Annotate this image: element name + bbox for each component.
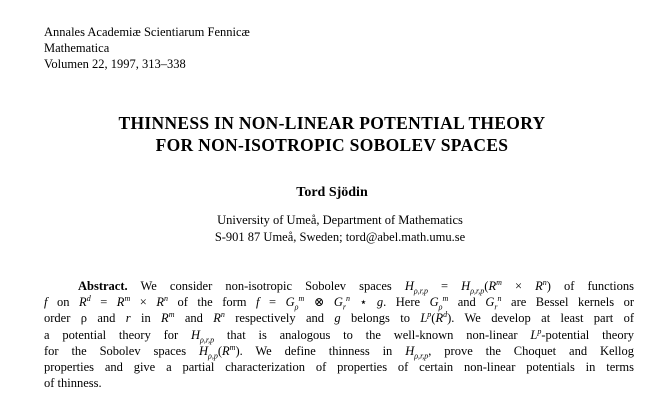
journal-name: Annales Academiæ Scientiarum Fennicæ bbox=[44, 25, 250, 39]
author-name: Tord Sjödin bbox=[296, 185, 368, 200]
abstract-line-6: properties and give a partial characterization of properties of certain non-linear potentials in terms bbox=[44, 360, 634, 375]
title-line-1: THINNESS IN NON-LINEAR POTENTIAL THEORY bbox=[118, 113, 546, 133]
author-address: S-901 87 Umeå, Sweden; tord@abel.math.umu.se bbox=[214, 230, 466, 244]
journal-header bbox=[44, 24, 250, 72]
abstract-line-7: of thinness. bbox=[44, 376, 102, 391]
author-affiliation-block bbox=[0, 212, 664, 246]
journal-series: Mathematica bbox=[44, 41, 110, 55]
paper-title bbox=[0, 112, 664, 156]
abstract-line-5: for the Sobolev spaces $H_{\rho,p}(R^m)$. We define thinness in $H_{\rho,r,p}$, prove the Choquet and Kellog bbox=[44, 342, 634, 361]
abstract bbox=[44, 278, 634, 391]
author-affiliation: University of Umeå, Department of Mathematics bbox=[217, 213, 463, 227]
abstract-line-3: order ρ and r in $R^m$ and $R^n$ respectively and g belongs to $L^p(R^d)$. We develop at least part of bbox=[44, 310, 634, 326]
abstract-line-1-text: We consider non-isotropic Sobolev spaces $H_{\rho,r,p} = H_{\rho,r,p}(R^m \times R^n)$ of functions bbox=[140, 277, 634, 296]
abstract-line-2: f on $R^d = R^m \times R^n$ of the form $f = G_\rho^m$ ⊗ $G_r^n$ ⋆ g. Here $G_\rho^m$ and $G_r^n$ are Bessel kernels or bbox=[44, 294, 634, 312]
journal-volume: Volumen 22, 1997, 313–338 bbox=[44, 57, 186, 71]
abstract-line-4: a potential theory for $H_{\rho,r,p}$ that is analogous to the well-known non-linear $L^p$-potential theory bbox=[44, 326, 634, 345]
abstract-heading: Abstract. bbox=[78, 279, 128, 293]
title-line-2: FOR NON-ISOTROPIC SOBOLEV SPACES bbox=[155, 135, 509, 155]
abstract-line-1 bbox=[44, 278, 634, 294]
